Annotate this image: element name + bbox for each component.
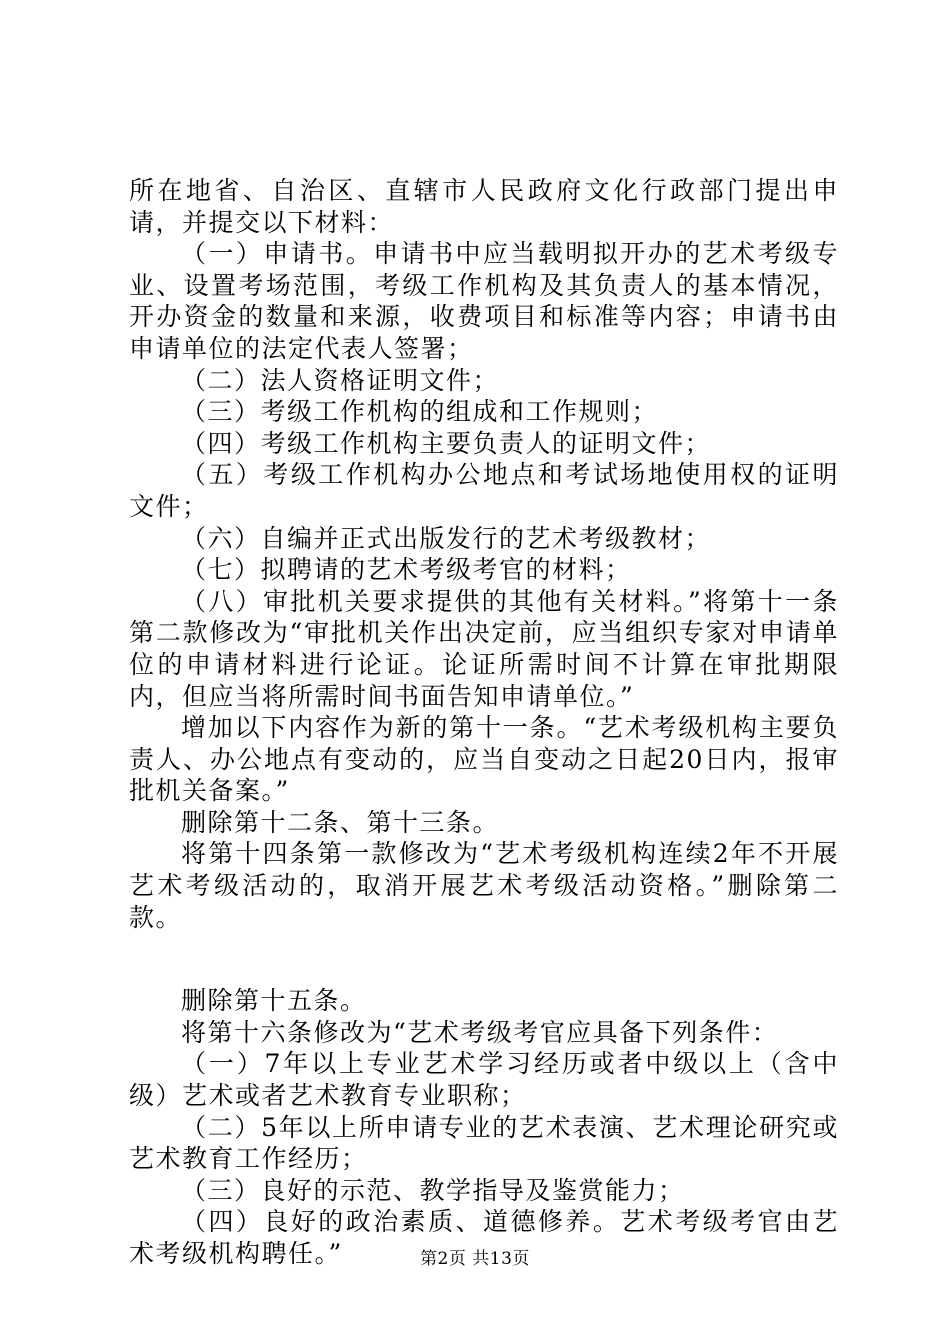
paragraph-new-article-11: 增加以下内容作为新的第十一条。“艺术考级机构主要负责人、办公地点有变动的，应当自变动之日起20日内，报审批机关备案。”	[129, 713, 839, 806]
paragraph-condition-4: （四）良好的政治素质、道德修养。艺术考级考官由艺术考级机构聘任。”	[129, 1207, 839, 1268]
paragraph-article-14: 将第十四条第一款修改为“艺术考级机构连续2年不开展艺术考级活动的，取消开展艺术考级活动资格。”删除第二款。	[129, 839, 839, 932]
paragraph-item-4: （四）考级工作机构主要负责人的证明文件；	[181, 428, 712, 458]
paragraph-delete-15: 删除第十五条。	[181, 986, 367, 1016]
paragraph-condition-1: （一）7年以上专业艺术学习经历或者中级以上（含中级）艺术或者艺术教育专业职称；	[129, 1049, 839, 1111]
page-footer: 第2页 共13页	[420, 1249, 530, 1269]
paragraph-item-1-application: （一）申请书。申请书中应当载明拟开办的艺术考级专业、设置考场范围，考级工作机构及其负责人的基本情况，开办资金的数量和来源，收费项目和标准等内容；申请书由申请单位的法定代表人签署；	[129, 239, 839, 363]
paragraph-condition-2: （二）5年以上所申请专业的艺术表演、艺术理论研究或艺术教育工作经历；	[129, 1112, 839, 1174]
paragraph-item-3: （三）考级工作机构的组成和工作规则；	[181, 397, 659, 427]
paragraph-item-5: （五）考级工作机构办公地点和考试场地使用权的证明文件；	[129, 460, 839, 521]
paragraph-spacer	[129, 933, 839, 985]
paragraph-application-intro: 所在地省、自治区、直辖市人民政府文化行政部门提出申请，并提交以下材料：	[129, 176, 839, 237]
document-body	[129, 175, 839, 1270]
paragraph-item-2: （二）法人资格证明文件；	[181, 365, 500, 395]
paragraph-condition-3: （三）良好的示范、教学指导及鉴赏能力；	[181, 1175, 685, 1205]
paragraph-item-7: （七）拟聘请的艺术考级考官的材料；	[181, 555, 632, 585]
paragraph-article-16: 将第十六条修改为“艺术考级考官应具备下列条件：	[181, 1017, 779, 1047]
paragraph-item-6: （六）自编并正式出版发行的艺术考级教材；	[181, 523, 712, 553]
paragraph-item-8-article-11: （八）审批机关要求提供的其他有关材料。”将第十一条第二款修改为“审批机关作出决定前，应当组织专家对申请单位的申请材料进行论证。论证所需时间不计算在审批期限内，但应当将所需时间书面告知申请单位。”	[129, 586, 839, 711]
paragraph-delete-12-13: 删除第十二条、第十三条。	[181, 807, 500, 837]
